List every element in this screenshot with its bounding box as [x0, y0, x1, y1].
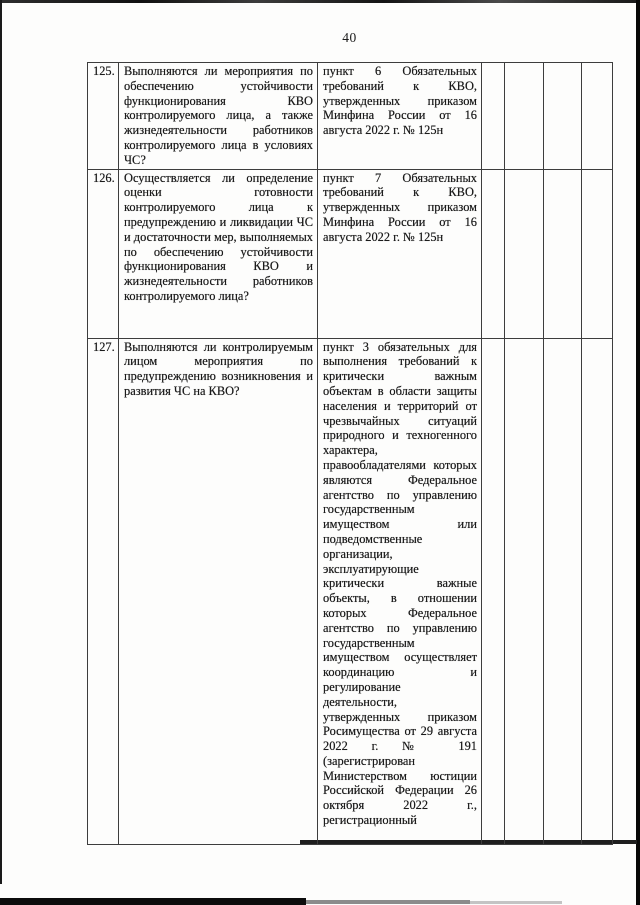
answer-cell-empty	[505, 169, 544, 338]
compliance-checklist-table	[87, 62, 613, 845]
answer-cell-empty	[544, 63, 582, 170]
legal-basis-cell: пункт 6 Обязательных требований к КВО, утвержденных приказом Минфина России от 16 августа 2022 г. № 125н	[318, 63, 482, 170]
scan-artifact-bottom-edge-gray	[306, 900, 470, 904]
legal-basis-cell: пункт 7 Обязательных требований к КВО, утвержденных приказом Минфина России от 16 августа 2022 г. № 125н	[318, 169, 482, 338]
answer-cell-empty	[582, 63, 613, 170]
scan-artifact-bottom-edge-faint	[470, 901, 562, 904]
answer-cell-empty	[544, 338, 582, 844]
question-cell: Выполняются ли контролируемым лицом мероприятия по предупреждению возникновения и развития ЧС на КВО?	[119, 338, 318, 844]
page-number: 40	[342, 30, 357, 45]
question-cell: Выполняются ли мероприятия по обеспечению устойчивости функционирования КВО контролируемого лица, а также жизнедеятельности работников контролируемого лица в условиях ЧС?	[119, 63, 318, 170]
table-row	[88, 338, 613, 844]
answer-cell-empty	[544, 169, 582, 338]
answer-cell-empty	[582, 169, 613, 338]
answer-cell-empty	[505, 338, 544, 844]
answer-cell-empty	[505, 63, 544, 170]
row-number: 127.	[88, 338, 119, 844]
scan-artifact-top-edge	[0, 0, 640, 3]
answer-cell-empty	[582, 338, 613, 844]
legal-basis-cell: пункт 3 обязательных для выполнения требований к критически важным объектам в области защиты населения и территорий от чрезвычайных ситуаций природного и техногенного характера, правообладателями которых являются Федеральное агентство по управлению государственным имуществом или подведомственные организации, эксплуатирующие критически важные объекты, в отношении которых Федеральное агентство по управлению государственным имуществом осуществляет координацию и регулирование деятельности, утвержденных приказом Росимущества от 29 августа 2022 г. № 191 (зарегистрирован Министерством юстиции Российской Федерации 26 октября 2022 г., регистрационный	[318, 338, 482, 844]
table-row	[88, 63, 613, 170]
scan-artifact-right-edge	[636, 0, 640, 905]
row-number: 126.	[88, 169, 119, 338]
answer-cell-empty	[482, 63, 505, 170]
table-row	[88, 169, 613, 338]
scan-artifact-left-edge	[0, 0, 2, 884]
answer-cell-empty	[482, 338, 505, 844]
answer-cell-empty	[482, 169, 505, 338]
row-number: 125.	[88, 63, 119, 170]
question-cell: Осуществляется ли определение оценки готовности контролируемого лица к предупреждению и ликвидации ЧС и достаточности мер, выполняемых по обеспечению устойчивости функционирования КВО и жизнедеятельности работников контролируемого лица?	[119, 169, 318, 338]
scan-artifact-bottom-edge	[0, 898, 306, 905]
